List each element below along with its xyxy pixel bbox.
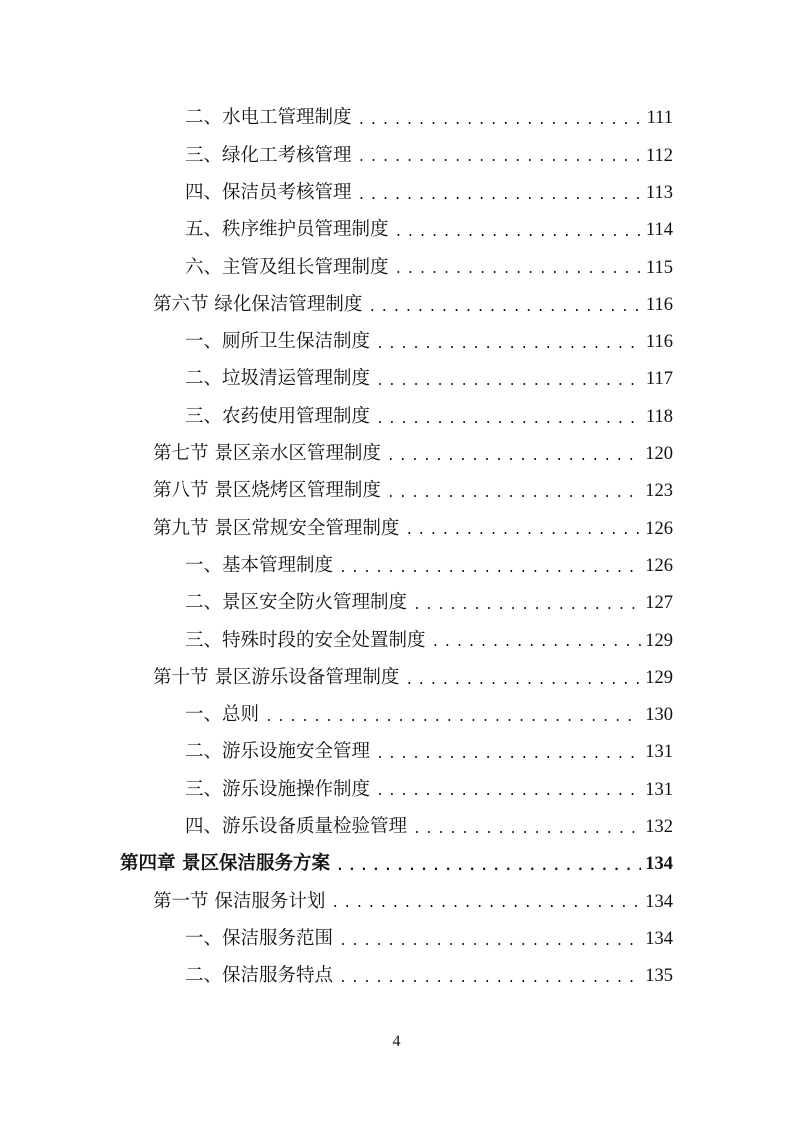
dot-leader (376, 748, 641, 761)
table-of-contents (0, 100, 793, 995)
dot-leader (358, 189, 642, 202)
toc-chapter-entry[interactable] (0, 846, 673, 883)
toc-entry-title: 二、水电工管理制度 (185, 107, 352, 129)
toc-entry-page: 126 (645, 518, 673, 539)
toc-entry[interactable] (0, 622, 673, 659)
dot-leader (339, 935, 641, 948)
toc-entry[interactable] (0, 324, 673, 361)
toc-entry-page: 134 (645, 928, 673, 949)
toc-entry-page: 129 (645, 630, 673, 651)
toc-entry-title: 一、保洁服务范围 (185, 927, 334, 949)
toc-entry-title: 第九节 景区常规安全管理制度 (153, 517, 400, 539)
dot-leader (413, 823, 641, 836)
toc-entry-page: 134 (645, 891, 673, 912)
dot-leader (376, 375, 642, 388)
toc-entry[interactable] (0, 249, 673, 286)
dot-leader (376, 413, 642, 426)
toc-entry-page: 129 (645, 667, 673, 688)
dot-leader (368, 301, 642, 314)
dot-leader (405, 524, 641, 537)
dot-leader (339, 562, 641, 575)
toc-entry[interactable] (0, 921, 673, 958)
toc-entry-title: 六、主管及组长管理制度 (185, 256, 389, 278)
toc-entry-page: 114 (645, 220, 673, 241)
toc-entry-title: 二、景区安全防火管理制度 (185, 592, 408, 614)
toc-entry-page: 131 (645, 742, 673, 763)
dot-leader (413, 599, 641, 612)
toc-entry[interactable] (0, 585, 673, 622)
dot-leader (339, 972, 641, 985)
toc-entry-page: 131 (645, 779, 673, 800)
toc-entry-page: 135 (645, 966, 673, 987)
dot-leader (336, 860, 641, 873)
page-number: 4 (392, 1033, 401, 1050)
dot-leader (387, 450, 641, 463)
toc-entry-title: 一、总则 (185, 704, 260, 726)
toc-entry-title: 三、绿化工考核管理 (185, 144, 352, 166)
dot-leader (395, 263, 642, 276)
toc-entry[interactable] (0, 548, 673, 585)
dot-leader (265, 711, 641, 724)
toc-entry-title: 一、基本管理制度 (185, 554, 334, 576)
toc-entry-title: 五、秩序维护员管理制度 (185, 219, 389, 241)
toc-entry[interactable] (0, 137, 673, 174)
dot-leader (358, 151, 642, 164)
toc-entry-title: 第六节 绿化保洁管理制度 (153, 293, 363, 315)
toc-entry[interactable] (0, 100, 673, 137)
dot-leader (358, 114, 643, 127)
toc-section-entry[interactable] (0, 510, 673, 547)
toc-entry-title: 第四章 景区保洁服务方案 (120, 853, 330, 875)
dot-leader (405, 674, 641, 687)
toc-entry-title: 第十节 景区游乐设备管理制度 (153, 666, 400, 688)
toc-section-entry[interactable] (0, 883, 673, 920)
toc-entry[interactable] (0, 212, 673, 249)
toc-entry[interactable] (0, 398, 673, 435)
toc-entry-page: 111 (646, 108, 673, 129)
toc-entry-page: 120 (645, 444, 673, 465)
toc-entry-title: 三、游乐设施操作制度 (185, 778, 371, 800)
toc-entry-title: 三、特殊时段的安全处置制度 (185, 629, 426, 651)
toc-entry-page: 127 (645, 593, 673, 614)
toc-section-entry[interactable] (0, 473, 673, 510)
toc-entry-page: 113 (645, 182, 673, 203)
toc-entry-page: 115 (645, 257, 673, 278)
dot-leader (432, 636, 642, 649)
toc-entry-page: 116 (645, 294, 673, 315)
toc-section-entry[interactable] (0, 286, 673, 323)
toc-entry[interactable] (0, 734, 673, 771)
toc-section-entry[interactable] (0, 436, 673, 473)
toc-entry[interactable] (0, 175, 673, 212)
toc-entry-title: 四、保洁员考核管理 (185, 181, 352, 203)
dot-leader (387, 487, 641, 500)
toc-entry[interactable] (0, 697, 673, 734)
dot-leader (395, 226, 642, 239)
toc-entry[interactable] (0, 958, 673, 995)
toc-entry-page: 134 (645, 854, 673, 875)
dot-leader (376, 338, 642, 351)
toc-entry-title: 二、保洁服务特点 (185, 965, 334, 987)
toc-entry-page: 123 (645, 481, 673, 502)
toc-entry-page: 118 (645, 406, 673, 427)
toc-entry-title: 一、厕所卫生保洁制度 (185, 331, 371, 353)
dot-leader (376, 785, 641, 798)
toc-entry[interactable] (0, 771, 673, 808)
toc-entry-page: 132 (645, 817, 673, 838)
toc-entry-page: 117 (645, 369, 673, 390)
toc-entry-title: 四、游乐设备质量检验管理 (185, 816, 408, 838)
toc-entry-title: 第八节 景区烧烤区管理制度 (153, 480, 381, 502)
toc-entry-title: 第七节 景区亲水区管理制度 (153, 443, 381, 465)
toc-entry[interactable] (0, 361, 673, 398)
toc-entry-page: 126 (645, 555, 673, 576)
toc-entry-title: 二、垃圾清运管理制度 (185, 368, 371, 390)
toc-entry-page: 112 (645, 145, 673, 166)
toc-entry-title: 第一节 保洁服务计划 (153, 890, 326, 912)
toc-entry-title: 二、游乐设施安全管理 (185, 741, 371, 763)
toc-entry[interactable] (0, 809, 673, 846)
toc-entry-page: 130 (645, 705, 673, 726)
toc-entry-page: 116 (645, 332, 673, 353)
toc-entry-title: 三、农药使用管理制度 (185, 405, 371, 427)
toc-section-entry[interactable] (0, 659, 673, 696)
dot-leader (331, 897, 641, 910)
